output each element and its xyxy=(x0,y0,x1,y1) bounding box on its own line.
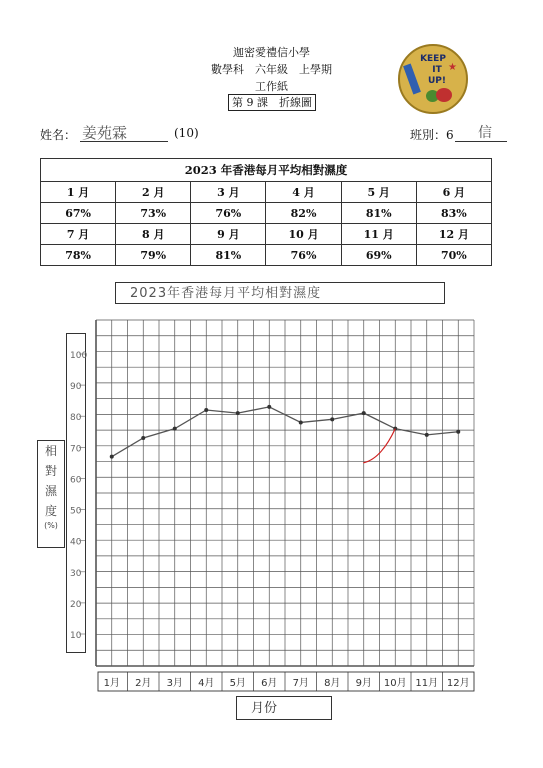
table-cell: 9 月 xyxy=(191,224,266,245)
y-tick-label: 20 xyxy=(70,599,82,610)
table-cell: 78% xyxy=(41,245,116,266)
lesson-title: 第 9 課 折線圖 xyxy=(228,94,316,111)
x-tick-label: 1月 xyxy=(103,678,120,689)
y-tick-label: 100 xyxy=(70,351,88,361)
x-tick-label: 9月 xyxy=(355,678,372,689)
school-name: 迦密愛禮信小學 xyxy=(233,46,310,59)
table-cell: 76% xyxy=(191,203,266,224)
badge-line-1: KEEP xyxy=(420,54,446,64)
table-cell: 82% xyxy=(266,203,341,224)
x-tick-label: 8月 xyxy=(324,678,341,689)
table-cell: 10 月 xyxy=(266,224,341,245)
data-point xyxy=(110,455,114,459)
data-point xyxy=(330,417,334,421)
x-tick-label: 11月 xyxy=(415,678,439,689)
data-point xyxy=(141,436,145,440)
table-cell: 69% xyxy=(341,245,416,266)
worksheet-label: 工作紙 xyxy=(255,80,288,93)
table-cell: 79% xyxy=(116,245,191,266)
table-cell: 2 月 xyxy=(116,182,191,203)
x-tick-label: 10月 xyxy=(383,678,407,689)
student-number: (10) xyxy=(174,126,199,140)
y-tick-label: 40 xyxy=(70,537,82,548)
x-tick-label: 12月 xyxy=(446,678,470,689)
x-tick-label: 7月 xyxy=(292,678,309,689)
table-cell: 7 月 xyxy=(41,224,116,245)
x-axis-label: 月份 xyxy=(236,696,332,720)
x-tick-label: 3月 xyxy=(166,678,183,689)
data-point xyxy=(299,420,303,424)
data-point xyxy=(362,411,366,415)
table-cell: 12 月 xyxy=(416,224,491,245)
table-cell: 11 月 xyxy=(341,224,416,245)
data-point xyxy=(204,408,208,412)
table-cell: 70% xyxy=(416,245,491,266)
table-cell: 83% xyxy=(416,203,491,224)
table-title: 2023 年香港每月平均相對濕度 xyxy=(41,159,492,182)
table-cell: 81% xyxy=(341,203,416,224)
table-cell: 1 月 xyxy=(41,182,116,203)
y-tick-label: 60 xyxy=(70,475,82,486)
x-tick-label: 2月 xyxy=(135,678,152,689)
star-icon: ★ xyxy=(448,62,457,73)
badge-line-3: UP! xyxy=(427,76,446,86)
data-point xyxy=(236,411,240,415)
subject-line: 數學科 六年級 上學期 xyxy=(211,63,332,76)
table-cell: 73% xyxy=(116,203,191,224)
class-label: 班別：6 xyxy=(410,128,454,142)
data-point xyxy=(267,405,271,409)
data-point xyxy=(173,427,177,431)
x-tick-label: 6月 xyxy=(261,678,278,689)
y-tick-label: 30 xyxy=(70,568,82,579)
data-point xyxy=(425,433,429,437)
y-tick-label: 50 xyxy=(70,506,82,517)
table-cell: 5 月 xyxy=(341,182,416,203)
table-cell: 4 月 xyxy=(266,182,341,203)
name-value: 姜苑霖 xyxy=(82,124,128,142)
y-tick-label: 80 xyxy=(70,413,82,424)
data-point xyxy=(456,430,460,434)
x-tick-label: 5月 xyxy=(229,678,246,689)
table-cell: 3 月 xyxy=(191,182,266,203)
class-value: 信 xyxy=(478,125,492,141)
table-cell: 6 月 xyxy=(416,182,491,203)
table-cell: 81% xyxy=(191,245,266,266)
x-tick-label: 4月 xyxy=(198,678,215,689)
y-tick-label: 10 xyxy=(70,631,82,641)
table-cell: 67% xyxy=(41,203,116,224)
y-tick-label: 90 xyxy=(70,382,82,393)
table-cell: 76% xyxy=(266,245,341,266)
y-axis-label: 相 對 濕 度 (%) xyxy=(44,444,58,530)
chart-title: 2023年香港每月平均相對濕度 xyxy=(115,282,445,304)
table-cell: 8 月 xyxy=(116,224,191,245)
badge-line-2: IT xyxy=(432,65,442,75)
name-label: 姓名： xyxy=(40,128,77,142)
y-tick-label: 70 xyxy=(70,444,82,455)
